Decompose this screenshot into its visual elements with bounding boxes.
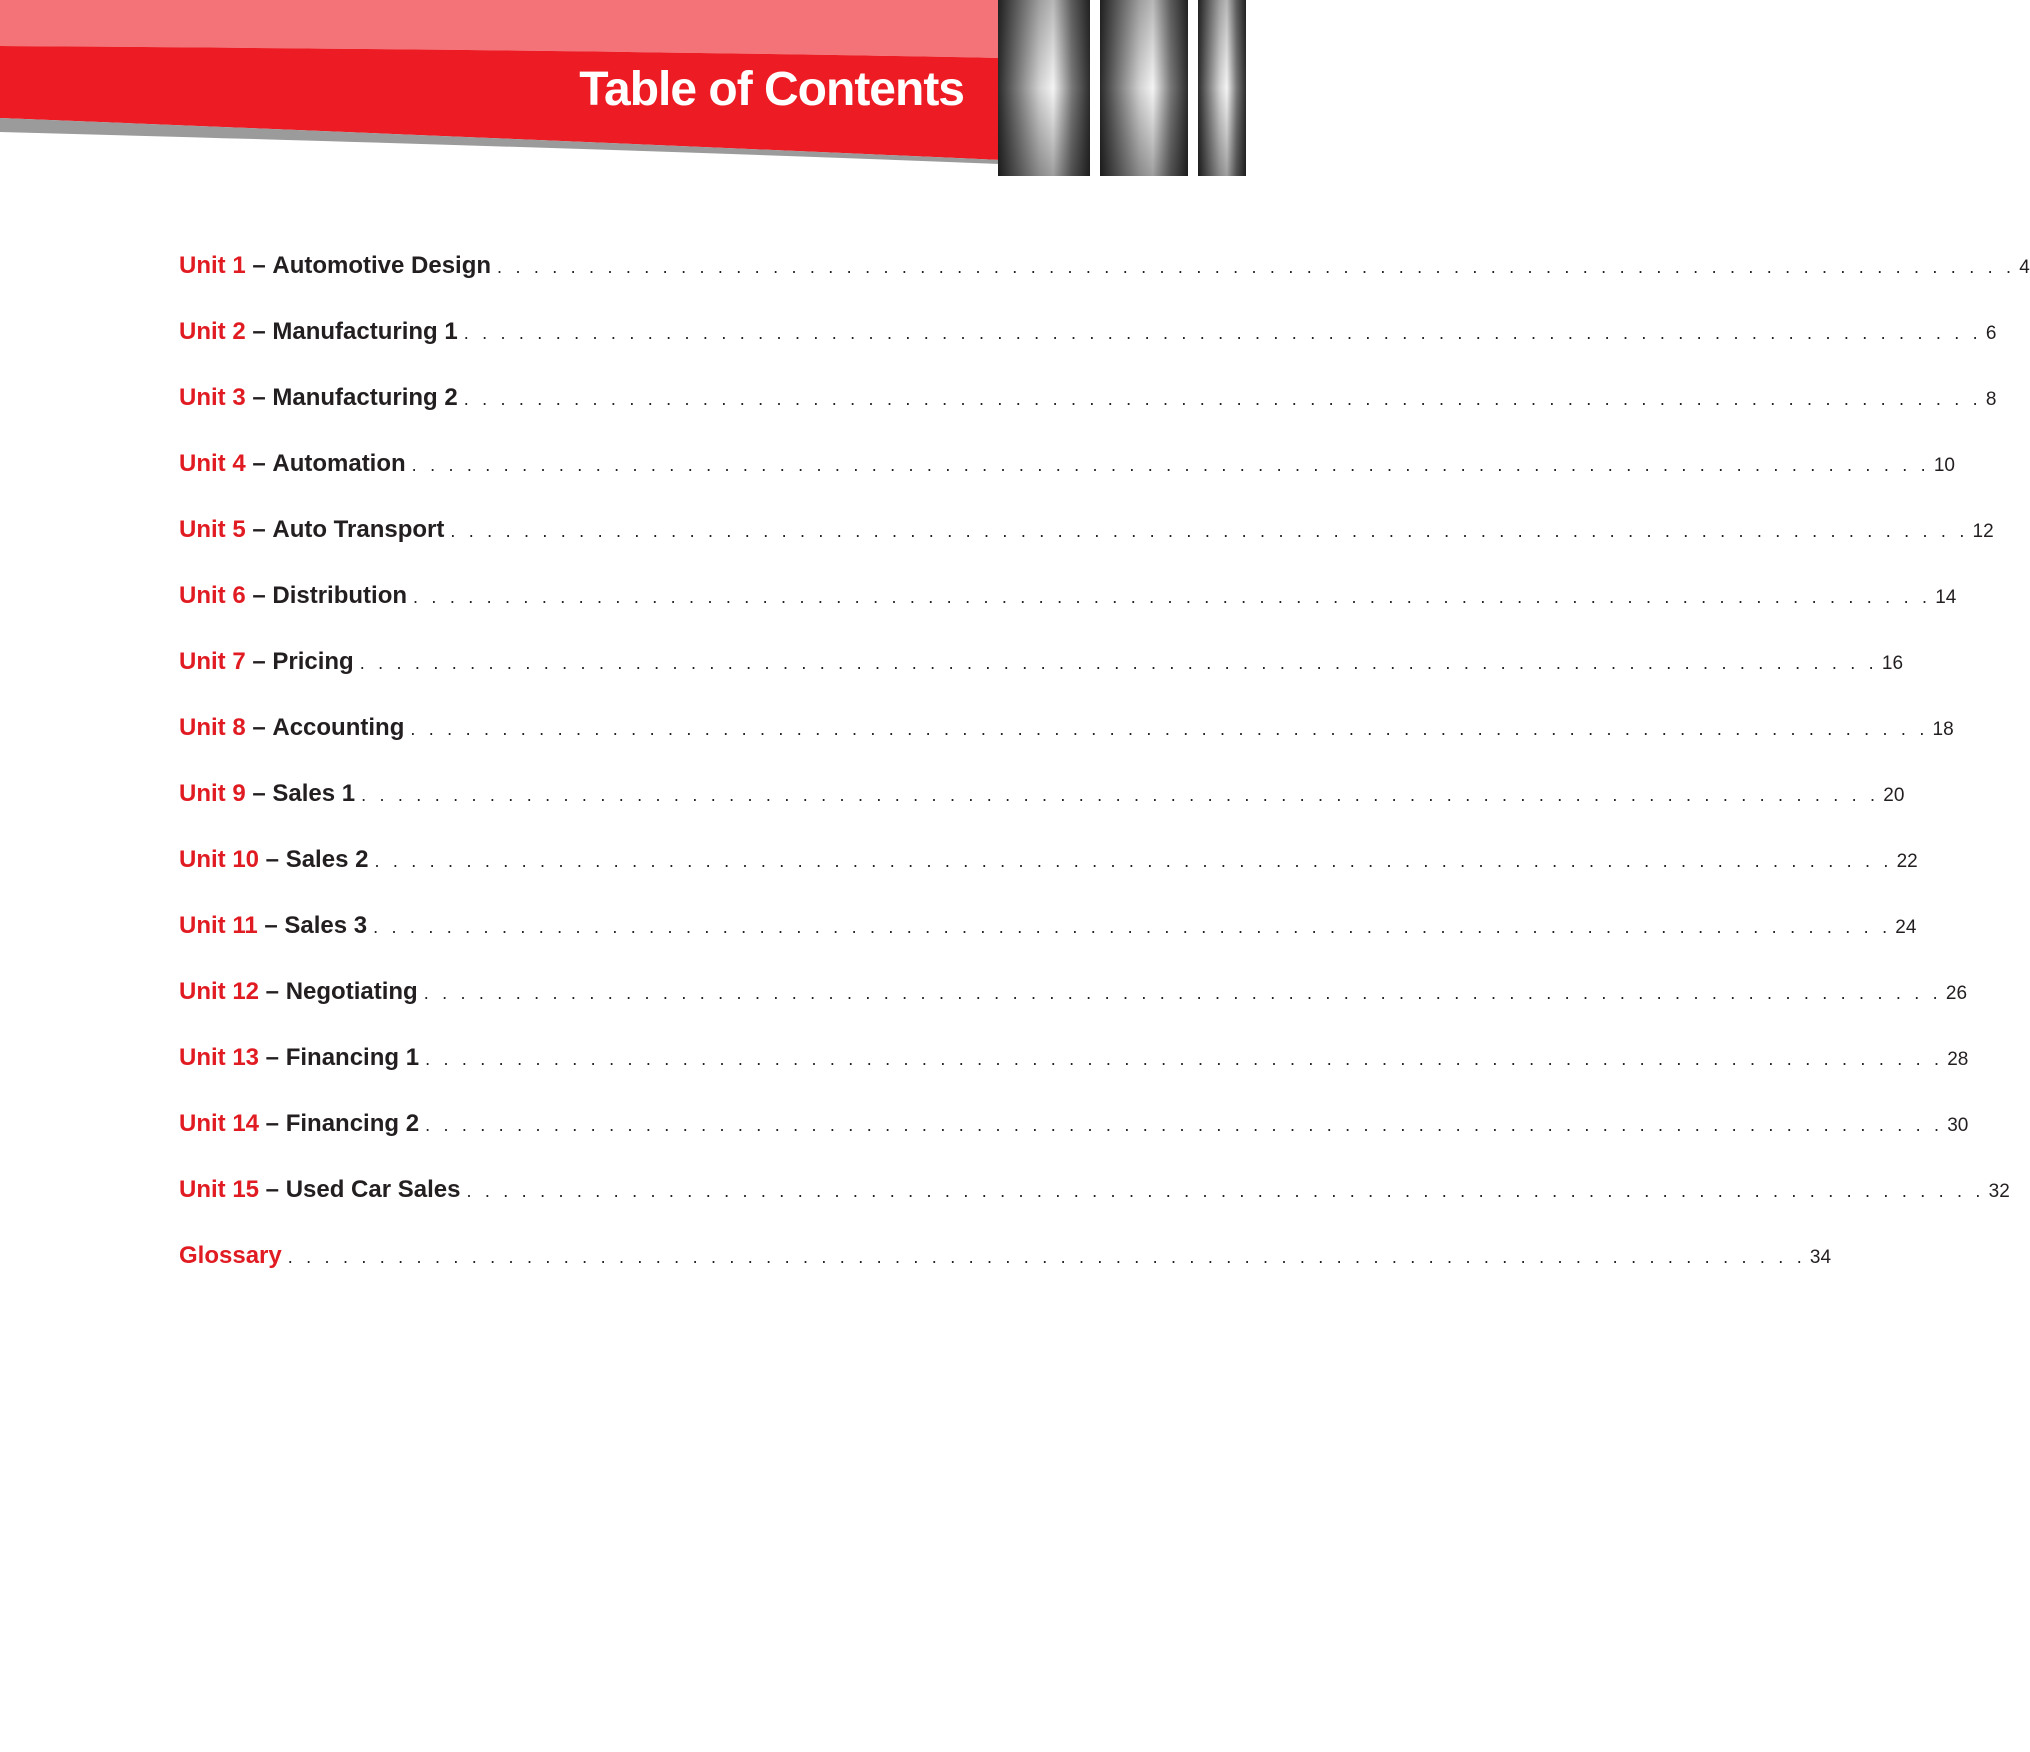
toc-page-number: 4: [2019, 257, 2030, 278]
toc-topic: Automation: [272, 450, 406, 477]
toc-separator: –: [245, 450, 273, 477]
toc-unit-label: Unit 9: [179, 780, 246, 807]
header-banner: [0, 0, 1246, 180]
toc-page-number: 30: [1947, 1115, 1969, 1136]
toc-topic: Negotiating: [285, 978, 418, 1005]
toc-entry[interactable]: [179, 648, 1904, 714]
toc-page-number: 24: [1895, 917, 1917, 938]
toc-dot-leader: . . . . . . . . . . . . . . . . . . . . . . . . . . . . . . . . . . . . . . . . . . . . . . . . . . . . . . . . . . . . . . . . . . . . . . . . . . . . . . . . . . .: [425, 1115, 1944, 1135]
toc-separator: –: [259, 846, 286, 873]
toc-dot-leader: . . . . . . . . . . . . . . . . . . . . . . . . . . . . . . . . . . . . . . . . . . . . . . . . . . . . . . . . . . . . . . . . . . . . . . . . . . . . . . . . . . .: [463, 389, 1982, 409]
steel-rollers-graphic: [998, 0, 1246, 176]
toc-unit-label: Unit 8: [179, 714, 246, 741]
toc-page-number: 32: [1988, 1181, 2010, 1202]
toc-unit-label: Unit 6: [179, 582, 246, 609]
toc-dot-leader: . . . . . . . . . . . . . . . . . . . . . . . . . . . . . . . . . . . . . . . . . . . . . . . . . . . . . . . . . . . . . . . . . . . . . . . . . . . . . . . . . . .: [411, 455, 1930, 475]
toc-page-number: 10: [1933, 455, 1955, 476]
toc-unit-label: Unit 5: [179, 516, 246, 543]
toc-dot-leader: . . . . . . . . . . . . . . . . . . . . . . . . . . . . . . . . . . . . . . . . . . . . . . . . . . . . . . . . . . . . . . . . . . . . . . . . . . . . . . . . . . .: [497, 257, 2016, 277]
toc-page-number: 20: [1883, 785, 1905, 806]
toc-page-number: 16: [1881, 653, 1904, 674]
toc-unit-label: Unit 15: [179, 1176, 260, 1203]
toc-separator: –: [245, 516, 273, 543]
toc-unit-label: Unit 14: [179, 1110, 260, 1137]
toc-entry[interactable]: [179, 912, 1917, 978]
toc-topic: Used Car Sales: [285, 1176, 461, 1203]
toc-topic: Sales 3: [284, 912, 368, 939]
roller-gap-1: [1090, 0, 1100, 176]
toc-unit-label: Unit 10: [179, 846, 260, 873]
toc-entry[interactable]: [179, 780, 1905, 846]
toc-dot-leader: . . . . . . . . . . . . . . . . . . . . . . . . . . . . . . . . . . . . . . . . . . . . . . . . . . . . . . . . . . . . . . . . . . . . . . . . . . . . . . . . . . .: [423, 983, 1942, 1003]
toc-entry[interactable]: [179, 516, 1994, 582]
toc-separator: –: [245, 780, 273, 807]
toc-separator: –: [245, 384, 273, 411]
toc-topic: Financing 1: [285, 1044, 420, 1071]
toc-dot-leader: . . . . . . . . . . . . . . . . . . . . . . . . . . . . . . . . . . . . . . . . . . . . . . . . . . . . . . . . . . . . . . . . . . . . . . . . . . . . . . . . . . .: [450, 521, 1969, 541]
toc-dot-leader: . . . . . . . . . . . . . . . . . . . . . . . . . . . . . . . . . . . . . . . . . . . . . . . . . . . . . . . . . . . . . . . . . . . . . . . . . . . . . . . . . . .: [374, 851, 1893, 871]
toc-entry[interactable]: [179, 1176, 2010, 1242]
toc-separator: –: [257, 912, 285, 939]
toc-dot-leader: . . . . . . . . . . . . . . . . . . . . . . . . . . . . . . . . . . . . . . . . . . . . . . . . . . . . . . . . . . . . . . . . . . . . . . . . . . . . . . . . . . .: [413, 587, 1932, 607]
toc-topic: Financing 2: [285, 1110, 420, 1137]
toc-entry[interactable]: [179, 978, 1968, 1044]
toc-entry[interactable]: [179, 1242, 1832, 1308]
toc-unit-label: Unit 1: [179, 252, 246, 279]
toc-dot-leader: . . . . . . . . . . . . . . . . . . . . . . . . . . . . . . . . . . . . . . . . . . . . . . . . . . . . . . . . . . . . . . . . . . . . . . . . . . . . . . . . . . .: [466, 1181, 1985, 1201]
toc-separator: –: [245, 318, 273, 345]
toc-dot-leader: . . . . . . . . . . . . . . . . . . . . . . . . . . . . . . . . . . . . . . . . . . . . . . . . . . . . . . . . . . . . . . . . . . . . . . . . . . . . . . . . . . .: [361, 785, 1880, 805]
toc-dot-leader: . . . . . . . . . . . . . . . . . . . . . . . . . . . . . . . . . . . . . . . . . . . . . . . . . . . . . . . . . . . . . . . . . . . . . . . . . . . . . . . . . . .: [410, 719, 1929, 739]
toc-dot-leader: . . . . . . . . . . . . . . . . . . . . . . . . . . . . . . . . . . . . . . . . . . . . . . . . . . . . . . . . . . . . . . . . . . . . . . . . . . . . . . . . . . .: [287, 1247, 1806, 1267]
toc-dot-leader: . . . . . . . . . . . . . . . . . . . . . . . . . . . . . . . . . . . . . . . . . . . . . . . . . . . . . . . . . . . . . . . . . . . . . . . . . . . . . . . . . . .: [463, 323, 1982, 343]
toc-entry[interactable]: [179, 384, 1997, 450]
toc-separator: –: [259, 1176, 286, 1203]
toc-page-number: 12: [1972, 521, 1994, 542]
toc-page-number: 8: [1985, 389, 1997, 410]
toc-unit-label: Unit 4: [179, 450, 246, 477]
toc-entry[interactable]: [179, 582, 1957, 648]
toc-separator: –: [245, 582, 273, 609]
toc-separator: –: [245, 252, 273, 279]
toc-topic: Pricing: [272, 648, 354, 675]
toc-topic: Distribution: [272, 582, 408, 609]
toc-separator: –: [245, 648, 273, 675]
toc-page-number: 26: [1945, 983, 1968, 1004]
toc-unit-label: Unit 12: [179, 978, 260, 1005]
toc-dot-leader: . . . . . . . . . . . . . . . . . . . . . . . . . . . . . . . . . . . . . . . . . . . . . . . . . . . . . . . . . . . . . . . . . . . . . . . . . . . . . . . . . . .: [359, 653, 1878, 673]
toc-unit-label: Unit 7: [179, 648, 246, 675]
toc-topic: Accounting: [272, 714, 405, 741]
toc-page-number: 22: [1896, 851, 1918, 872]
toc-entry[interactable]: [179, 1044, 1969, 1110]
toc-entry[interactable]: [179, 318, 1997, 384]
toc-entry[interactable]: [179, 1110, 1969, 1176]
toc-page-number: 14: [1935, 587, 1957, 608]
toc-dot-leader: . . . . . . . . . . . . . . . . . . . . . . . . . . . . . . . . . . . . . . . . . . . . . . . . . . . . . . . . . . . . . . . . . . . . . . . . . . . . . . . . . . .: [373, 917, 1892, 937]
page-title: Table of Contents: [579, 63, 964, 116]
toc-topic: Manufacturing 1: [272, 318, 458, 345]
roller-gap-2: [1188, 0, 1198, 176]
toc-separator: –: [259, 1110, 286, 1137]
toc-topic: Manufacturing 2: [272, 384, 458, 411]
toc-entry[interactable]: [179, 714, 1954, 780]
toc-topic: Sales 1: [272, 780, 356, 807]
toc-topic: Auto Transport: [272, 516, 445, 543]
toc-unit-label: Unit 13: [179, 1044, 260, 1071]
toc-page-number: 18: [1932, 719, 1954, 740]
toc-separator: –: [245, 714, 273, 741]
toc-page-number: 34: [1809, 1247, 1832, 1268]
toc-entry[interactable]: [179, 450, 1955, 516]
toc-dot-leader: . . . . . . . . . . . . . . . . . . . . . . . . . . . . . . . . . . . . . . . . . . . . . . . . . . . . . . . . . . . . . . . . . . . . . . . . . . . . . . . . . . .: [425, 1049, 1944, 1069]
toc-page-number: 28: [1947, 1049, 1969, 1070]
toc-topic: Automotive Design: [272, 252, 492, 279]
toc-separator: –: [259, 1044, 286, 1071]
toc-entry[interactable]: [179, 846, 1918, 912]
toc-topic: Sales 2: [285, 846, 369, 873]
toc-unit-label: Unit 2: [179, 318, 246, 345]
toc-separator: –: [259, 978, 286, 1005]
toc-unit-label: Unit 3: [179, 384, 246, 411]
table-of-contents: [179, 252, 2030, 1308]
toc-unit-label: Unit 11: [179, 912, 258, 939]
toc-entry[interactable]: [179, 252, 2030, 318]
toc-page-number: 6: [1985, 323, 1997, 344]
toc-unit-label: Glossary: [179, 1242, 282, 1269]
